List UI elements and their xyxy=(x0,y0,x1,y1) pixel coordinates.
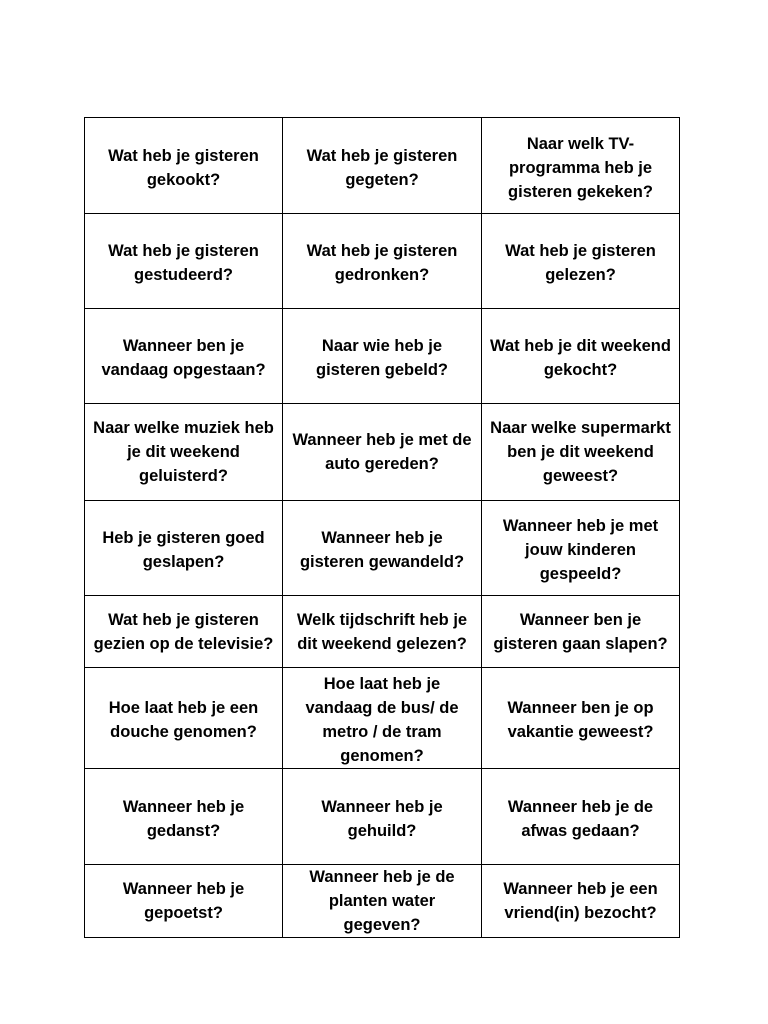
table-row xyxy=(85,214,680,309)
question-card: Wanneer heb je met de auto gereden? xyxy=(283,404,482,501)
question-card: Wanneer heb je gedanst? xyxy=(85,769,283,865)
question-card: Naar welke muziek heb je dit weekend geluisterd? xyxy=(85,404,283,501)
question-card: Wanneer heb je gepoetst? xyxy=(85,865,283,938)
question-card: Wat heb je dit weekend gekocht? xyxy=(482,309,680,404)
question-card: Naar welk TV-programma heb je gisteren gekeken? xyxy=(482,118,680,214)
table-row xyxy=(85,309,680,404)
question-card: Wat heb je gisteren gestudeerd? xyxy=(85,214,283,309)
table-row xyxy=(85,596,680,668)
question-card: Naar welke supermarkt ben je dit weekend geweest? xyxy=(482,404,680,501)
question-card: Wanneer ben je vandaag opgestaan? xyxy=(85,309,283,404)
question-card: Naar wie heb je gisteren gebeld? xyxy=(283,309,482,404)
table-row xyxy=(85,769,680,865)
question-card: Wat heb je gisteren gegeten? xyxy=(283,118,482,214)
question-card: Wat heb je gisteren gedronken? xyxy=(283,214,482,309)
question-card: Wanneer heb je de planten water gegeven? xyxy=(283,865,482,938)
question-card: Hoe laat heb je een douche genomen? xyxy=(85,668,283,769)
table-row xyxy=(85,501,680,596)
table-row xyxy=(85,668,680,769)
question-card: Wanneer heb je met jouw kinderen gespeeld? xyxy=(482,501,680,596)
question-card: Wat heb je gisteren gelezen? xyxy=(482,214,680,309)
question-card: Wanneer ben je gisteren gaan slapen? xyxy=(482,596,680,668)
table-row xyxy=(85,118,680,214)
question-card: Wanneer ben je op vakantie geweest? xyxy=(482,668,680,769)
question-card: Wanneer heb je gehuild? xyxy=(283,769,482,865)
question-card: Wanneer heb je gisteren gewandeld? xyxy=(283,501,482,596)
question-card: Hoe laat heb je vandaag de bus/ de metro / de tram genomen? xyxy=(283,668,482,769)
table-row xyxy=(85,865,680,938)
question-card: Wat heb je gisteren gekookt? xyxy=(85,118,283,214)
question-card: Welk tijdschrift heb je dit weekend gelezen? xyxy=(283,596,482,668)
question-card-table xyxy=(84,117,680,938)
question-card: Wanneer heb je de afwas gedaan? xyxy=(482,769,680,865)
question-card: Heb je gisteren goed geslapen? xyxy=(85,501,283,596)
question-card: Wanneer heb je een vriend(in) bezocht? xyxy=(482,865,680,938)
table-row xyxy=(85,404,680,501)
question-card: Wat heb je gisteren gezien op de televisie? xyxy=(85,596,283,668)
